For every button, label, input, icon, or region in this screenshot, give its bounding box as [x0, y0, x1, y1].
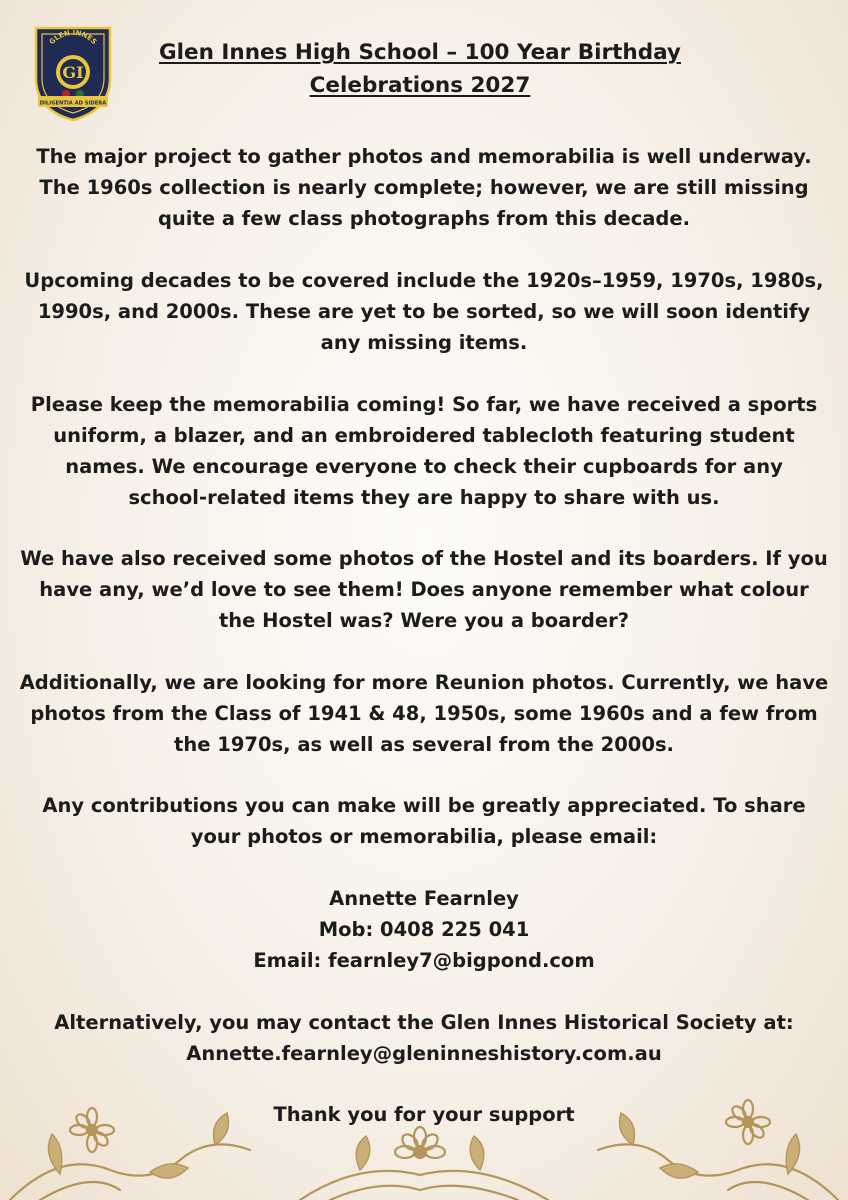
text-line: uniform, a blazer, and an embroidered tablecloth featuring student: [53, 424, 795, 447]
contact-email: Email: fearnley7@bigpond.com: [253, 949, 595, 972]
paragraph-hostel: [16, 543, 832, 636]
society-text: Alternatively, you may contact the Glen Innes Historical Society at:: [54, 1011, 794, 1034]
contact-mobile: Mob: 0408 225 041: [318, 918, 530, 941]
text-line: We have also received some photos of the Hostel and its boarders. If you: [20, 547, 828, 570]
text-line: the Hostel was? Were you a boarder?: [218, 609, 630, 632]
text-line: school-related items they are happy to share with us.: [128, 486, 720, 509]
paragraph-memorabilia: [16, 389, 832, 513]
text-line: Additionally, we are looking for more Reunion photos. Currently, we have: [19, 671, 829, 694]
contact-block: [16, 883, 832, 976]
text-line: names. We encourage everyone to check their cupboards for any: [65, 455, 783, 478]
crest-top-text: GLEN INNES: [47, 28, 99, 47]
floral-border-decoration: [0, 1090, 848, 1200]
text-line: the 1970s, as well as several from the 2000s.: [174, 733, 674, 756]
text-line: Upcoming decades to be covered include the 1920s–1959, 1970s, 1980s,: [24, 269, 824, 292]
contact-name: Annette Fearnley: [329, 887, 519, 910]
crest-motto: DILIGENTIA AD SIDERA: [39, 100, 107, 107]
title-line-2: Celebrations 2027: [309, 73, 531, 98]
closing-text: Thank you for your support: [273, 1103, 575, 1126]
flower-icon: [70, 1108, 114, 1152]
school-crest-logo: [32, 22, 114, 122]
paragraph-contributions: [16, 790, 832, 852]
svg-text:GI: GI: [62, 63, 84, 82]
paragraph-upcoming-decades: [16, 265, 832, 358]
society-email: Annette.fearnley@gleninneshistory.com.au: [186, 1042, 662, 1065]
text-line: have any, we’d love to see them! Does anyone remember what colour: [39, 578, 809, 601]
flower-icon: [726, 1100, 770, 1144]
text-line: 1990s, and 2000s. These are yet to be sorted, so we will soon identify: [37, 300, 811, 323]
text-line: Any contributions you can make will be greatly appreciated. To share: [42, 794, 806, 817]
paragraph-reunion-photos: [16, 667, 832, 760]
page-title: [130, 36, 710, 102]
text-line: your photos or memorabilia, please email:: [190, 825, 658, 848]
text-line: photos from the Class of 1941 & 48, 1950s, some 1960s and a few from: [30, 702, 818, 725]
flower-icon: [395, 1127, 445, 1158]
text-line: The 1960s collection is nearly complete; however, we are still missing: [39, 176, 809, 199]
text-line: Please keep the memorabilia coming! So far, we have received a sports: [30, 393, 818, 416]
society-contact-block: [16, 1007, 832, 1069]
title-line-1: Glen Innes High School – 100 Year Birthday: [159, 40, 681, 65]
text-line: any missing items.: [320, 331, 528, 354]
text-line: quite a few class photographs from this decade.: [157, 207, 691, 230]
text-line: The major project to gather photos and memorabilia is well underway.: [36, 145, 812, 168]
paragraph-project-update: [16, 141, 832, 234]
